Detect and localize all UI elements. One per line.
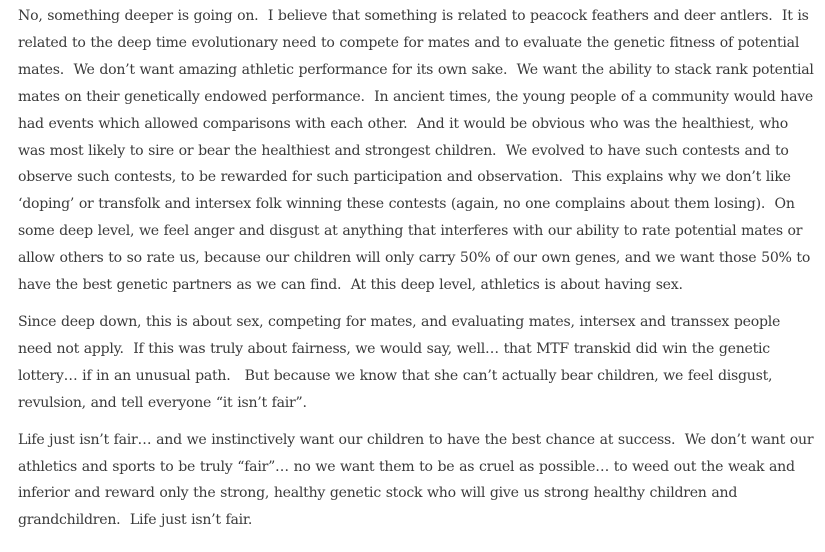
paragraph-3: Life just isn’t fair… and we instinctively want our children to have the best chance at success. We don’t want our athletics and sports to be truly “fair”… no we want them to be as cruel as possible… to weed out the weak and inferior and reward only the strong, healthy genetic stock who will give us strong healthy children and grandchildren. Life just isn’t fair. [18, 431, 819, 529]
paragraph-1: No, something deeper is going on. I believe that something is related to peacock feathers and deer antlers. It is related to the deep time evolutionary need to compete for mates and to evaluate the genetic fitness of potential mates. We don’t want amazing athletic performance for its own sake. We want the ability to stack rank potential mates on their genetically endowed performance. In ancient times, the young people of a community would have had events which allowed comparisons with each other. And it would be obvious who was the healthiest, who was most likely to sire or bear the healthiest and strongest children. We evolved to have such contests and to observe such contests, to be rewarded for such participation and observation. This explains why we don’t like ‘doping’ or transfolk and intersex folk winning these contests (again, no one complains about them losing). On some deep level, we feel anger and disgust at anything that interferes with our ability to rate potential mates or allow others to so rate us, because our children will only carry 50% of our own genes, and we want those 50% to have the best genetic partners as we can find. At this deep level, athletics is about having sex. [18, 8, 819, 294]
paragraph-2: Since deep down, this is about sex, competing for mates, and evaluating mates, intersex and transsex people need not apply. If this was truly about fairness, we would say, well… that MTF transkid did win the genetic lottery… if in an unusual path. But because we know that she can’t actually bear children, we feel disgust, revulsion, and tell everyone “it isn’t fair”. [18, 313, 785, 411]
